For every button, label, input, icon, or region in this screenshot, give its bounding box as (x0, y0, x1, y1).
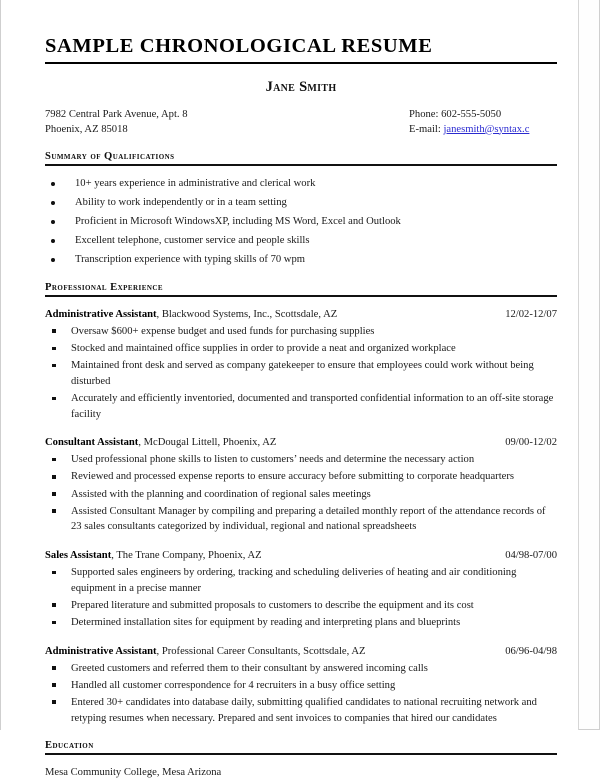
job-dates: 09/00-12/02 (505, 437, 557, 449)
section-divider-summary (45, 164, 557, 166)
job-title-line (45, 307, 337, 323)
section-professional-experience (45, 282, 557, 726)
list-item: Transcription experience with typing skills of 70 wpm (45, 252, 557, 268)
list-item: Prepared literature and submitted proposals to customers to describe the equipment and its cost (45, 598, 557, 614)
job-employer: , Blackwood Systems, Inc., Scottsdale, AZ (156, 308, 338, 320)
experience-entry (45, 307, 557, 422)
address-line-1: 7982 Central Park Avenue, Apt. 8 (45, 108, 188, 120)
contact-block (45, 107, 557, 137)
section-divider-experience (45, 295, 557, 297)
section-summary-of-qualifications (45, 151, 557, 268)
list-item: Determined installation sites for equipment by reading and interpreting plans and blueprints (45, 615, 557, 631)
job-dates: 06/96-04/98 (505, 645, 557, 657)
job-title: Administrative Assistant (45, 645, 157, 657)
email-line (409, 122, 557, 137)
job-bullet-list (45, 324, 557, 423)
list-item: Proficient in Microsoft WindowsXP, including MS Word, Excel and Outlook (45, 214, 557, 230)
phone-line (409, 107, 557, 122)
section-divider-education (45, 753, 557, 755)
phone-label: Phone: (409, 108, 439, 120)
list-item: Greeted customers and referred them to their consultant by answered incoming calls (45, 661, 557, 677)
job-header (45, 435, 557, 451)
phone-value: 602-555-5050 (441, 108, 502, 120)
address-line-2: Phoenix, AZ 85018 (45, 123, 128, 135)
list-item: Used professional phone skills to listen to customers’ needs and determine the necessary action (45, 452, 557, 468)
list-item: Accurately and efficiently inventoried, documented and transported confidential information to an off-site storage facility (45, 391, 557, 422)
list-item: Oversaw $600+ expense budget and used funds for purchasing supplies (45, 324, 557, 340)
job-dates: 12/02-12/07 (505, 308, 557, 320)
address-block (45, 107, 188, 137)
job-bullet-list (45, 565, 557, 631)
list-item: Handled all customer correspondence for 4 recruiters in a busy office setting (45, 678, 557, 694)
job-title-line (45, 548, 262, 564)
summary-list (45, 176, 557, 268)
job-dates: 04/98-07/00 (505, 550, 557, 562)
job-header (45, 644, 557, 660)
list-item: Entered 30+ candidates into database daily, submitting qualified candidates to national recruiting network and retyping resumes when necessary. Prepared and sent invoices to companies that hired our candidates (45, 695, 557, 726)
job-bullet-list (45, 452, 557, 535)
section-heading-summary: Summary of Qualifications (45, 150, 175, 162)
experience-entry (45, 644, 557, 727)
paper-sheet (1, 0, 579, 779)
job-title: Consultant Assistant (45, 437, 139, 449)
education-entry: Mesa Community College, Mesa Arizona (45, 767, 222, 779)
list-item: Supported sales engineers by ordering, tracking and scheduling deliveries of heating and air conditioning equipment in a precise manner (45, 565, 557, 596)
list-item: Excellent telephone, customer service and people skills (45, 233, 557, 249)
email-link[interactable]: janesmith@syntax.c (443, 123, 530, 135)
section-education (45, 740, 557, 781)
list-item: 10+ years experience in administrative and clerical work (45, 176, 557, 192)
list-item: Ability to work independently or in a team setting (45, 195, 557, 211)
title-divider (45, 62, 557, 64)
job-employer: , The Trane Company, Phoenix, AZ (111, 550, 262, 562)
page-title: SAMPLE CHRONOLOGICAL RESUME (45, 35, 433, 57)
document-content (45, 36, 557, 781)
contact-details-block (409, 107, 557, 137)
candidate-name: Jane Smith (265, 78, 337, 95)
experience-entry (45, 548, 557, 631)
list-item: Reviewed and processed expense reports to ensure accuracy before submitting to corporate headquarters (45, 469, 557, 485)
job-title-line (45, 435, 276, 451)
job-title: Administrative Assistant (45, 308, 157, 320)
email-label: E-mail: (409, 123, 441, 135)
job-title: Sales Assistant (45, 550, 112, 562)
job-employer: , McDougal Littell, Phoenix, AZ (138, 437, 277, 449)
job-header (45, 548, 557, 564)
section-heading-education: Education (45, 740, 94, 752)
job-title-line (45, 644, 365, 660)
experience-entry (45, 435, 557, 535)
list-item: Maintained front desk and served as company gatekeeper to ensure that employees could work without being disturbed (45, 358, 557, 389)
job-bullet-list (45, 661, 557, 727)
list-item: Stocked and maintained office supplies in order to provide a neat and organized workplace (45, 341, 557, 357)
list-item: Assisted Consultant Manager by compiling and preparing a detailed monthly report of the attendance records of 23 sales consultants categorized by individual, regional and national spreadsheets (45, 504, 557, 535)
job-header (45, 307, 557, 323)
list-item: Assisted with the planning and coordination of regional sales meetings (45, 487, 557, 503)
section-heading-experience: Professional Experience (45, 281, 163, 293)
job-employer: , Professional Career Consultants, Scottsdale, AZ (156, 645, 366, 657)
